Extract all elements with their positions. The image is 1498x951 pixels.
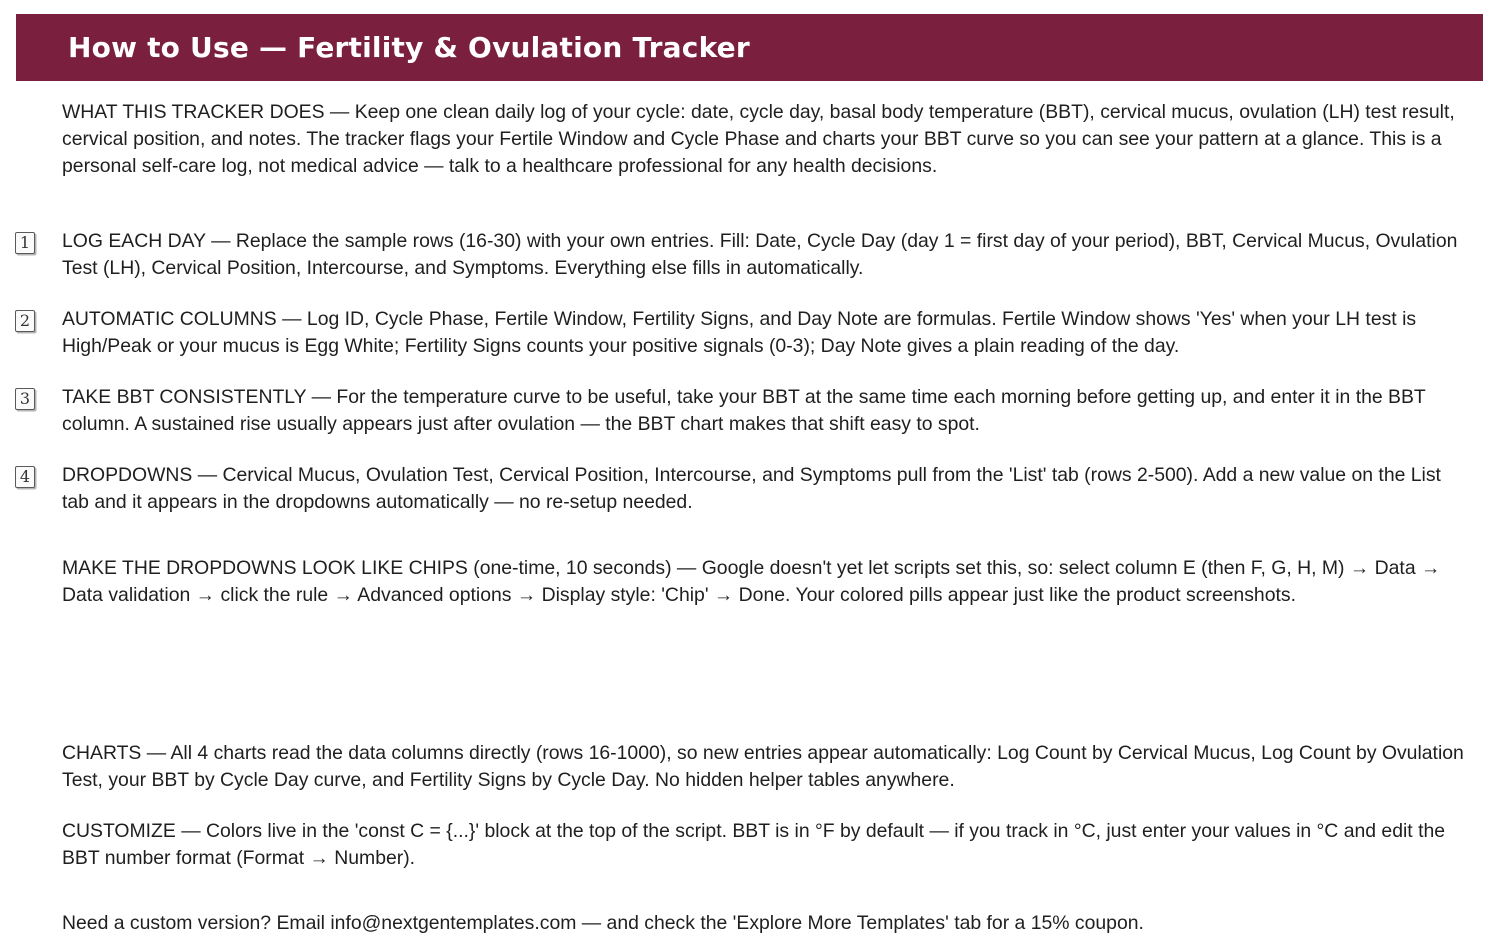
charts-paragraph: CHARTS — All 4 charts read the data columns directly (rows 16-1000), so new entries appear automatically: Log Count by Cervical Mucus, Log Count by Ovulation Test, your BBT by Cycle Day curve, and Fertility Signs by Cycle Day. No hidden helper tables anywhere. — [62, 742, 1464, 791]
step-3-text: TAKE BBT CONSISTENTLY — For the temperature curve to be useful, take your BBT at the same time each morning before getting up, and enter it in the BBT column. A sustained rise usually appears just after ovulation — the BBT chart makes that shift easy to spot. — [62, 386, 1426, 435]
step-2-number-icon: 2 — [15, 310, 35, 332]
page-title: How to Use — Fertility & Ovulation Tracker — [68, 31, 750, 64]
contact-paragraph: Need a custom version? Email info@nextgentemplates.com — and check the 'Explore More Templates' tab for a 15% coupon. — [62, 912, 1144, 934]
chips-paragraph: MAKE THE DROPDOWNS LOOK LIKE CHIPS (one-time, 10 seconds) — Google doesn't yet let scripts set this, so: select column E (then F, G, H, M) → Data → Data validation → click the rule → Advanced options → Display style: 'Chip' → Done. Your colored pills appear just like the product screenshots. — [62, 557, 1441, 606]
step-3-number-icon: 3 — [15, 388, 35, 410]
step-4-text: DROPDOWNS — Cervical Mucus, Ovulation Test, Cervical Position, Intercourse, and Symptoms pull from the 'List' tab (rows 2-500). Add a new value on the List tab and it appears in the dropdowns automatically — no re-setup needed. — [62, 464, 1441, 513]
intro-paragraph: WHAT THIS TRACKER DOES — Keep one clean daily log of your cycle: date, cycle day, basal body temperature (BBT), cervical mucus, ovulation (LH) test result, cervical position, and notes. The tracker flags your Fertile Window and Cycle Phase and charts your BBT curve so you can see your pattern at a glance. This is a personal self-care log, not medical advice — talk to a healthcare professional for any health decisions. — [62, 101, 1455, 177]
customize-paragraph: CUSTOMIZE — Colors live in the 'const C = {...}' block at the top of the script. BBT is in °F by default — if you track in °C, just enter your values in °C and edit the BBT number format (Format → Number). — [62, 820, 1446, 869]
step-4-number-icon: 4 — [15, 466, 35, 488]
step-2-text: AUTOMATIC COLUMNS — Log ID, Cycle Phase, Fertile Window, Fertility Signs, and Day Note are formulas. Fertile Window shows 'Yes' when your LH test is High/Peak or your mucus is Egg White; Fertility Signs counts your positive signals (0-3); Day Note gives a plain reading of the day. — [62, 308, 1417, 357]
header-bar — [16, 14, 1483, 81]
step-1-number-icon: 1 — [15, 232, 35, 254]
step-1-text: LOG EACH DAY — Replace the sample rows (16-30) with your own entries. Fill: Date, Cycle Day (day 1 = first day of your period), BBT, Cervical Mucus, Ovulation Test (LH), Cervical Position, Intercourse, and Symptoms. Everything else fills in automatically. — [62, 230, 1458, 279]
